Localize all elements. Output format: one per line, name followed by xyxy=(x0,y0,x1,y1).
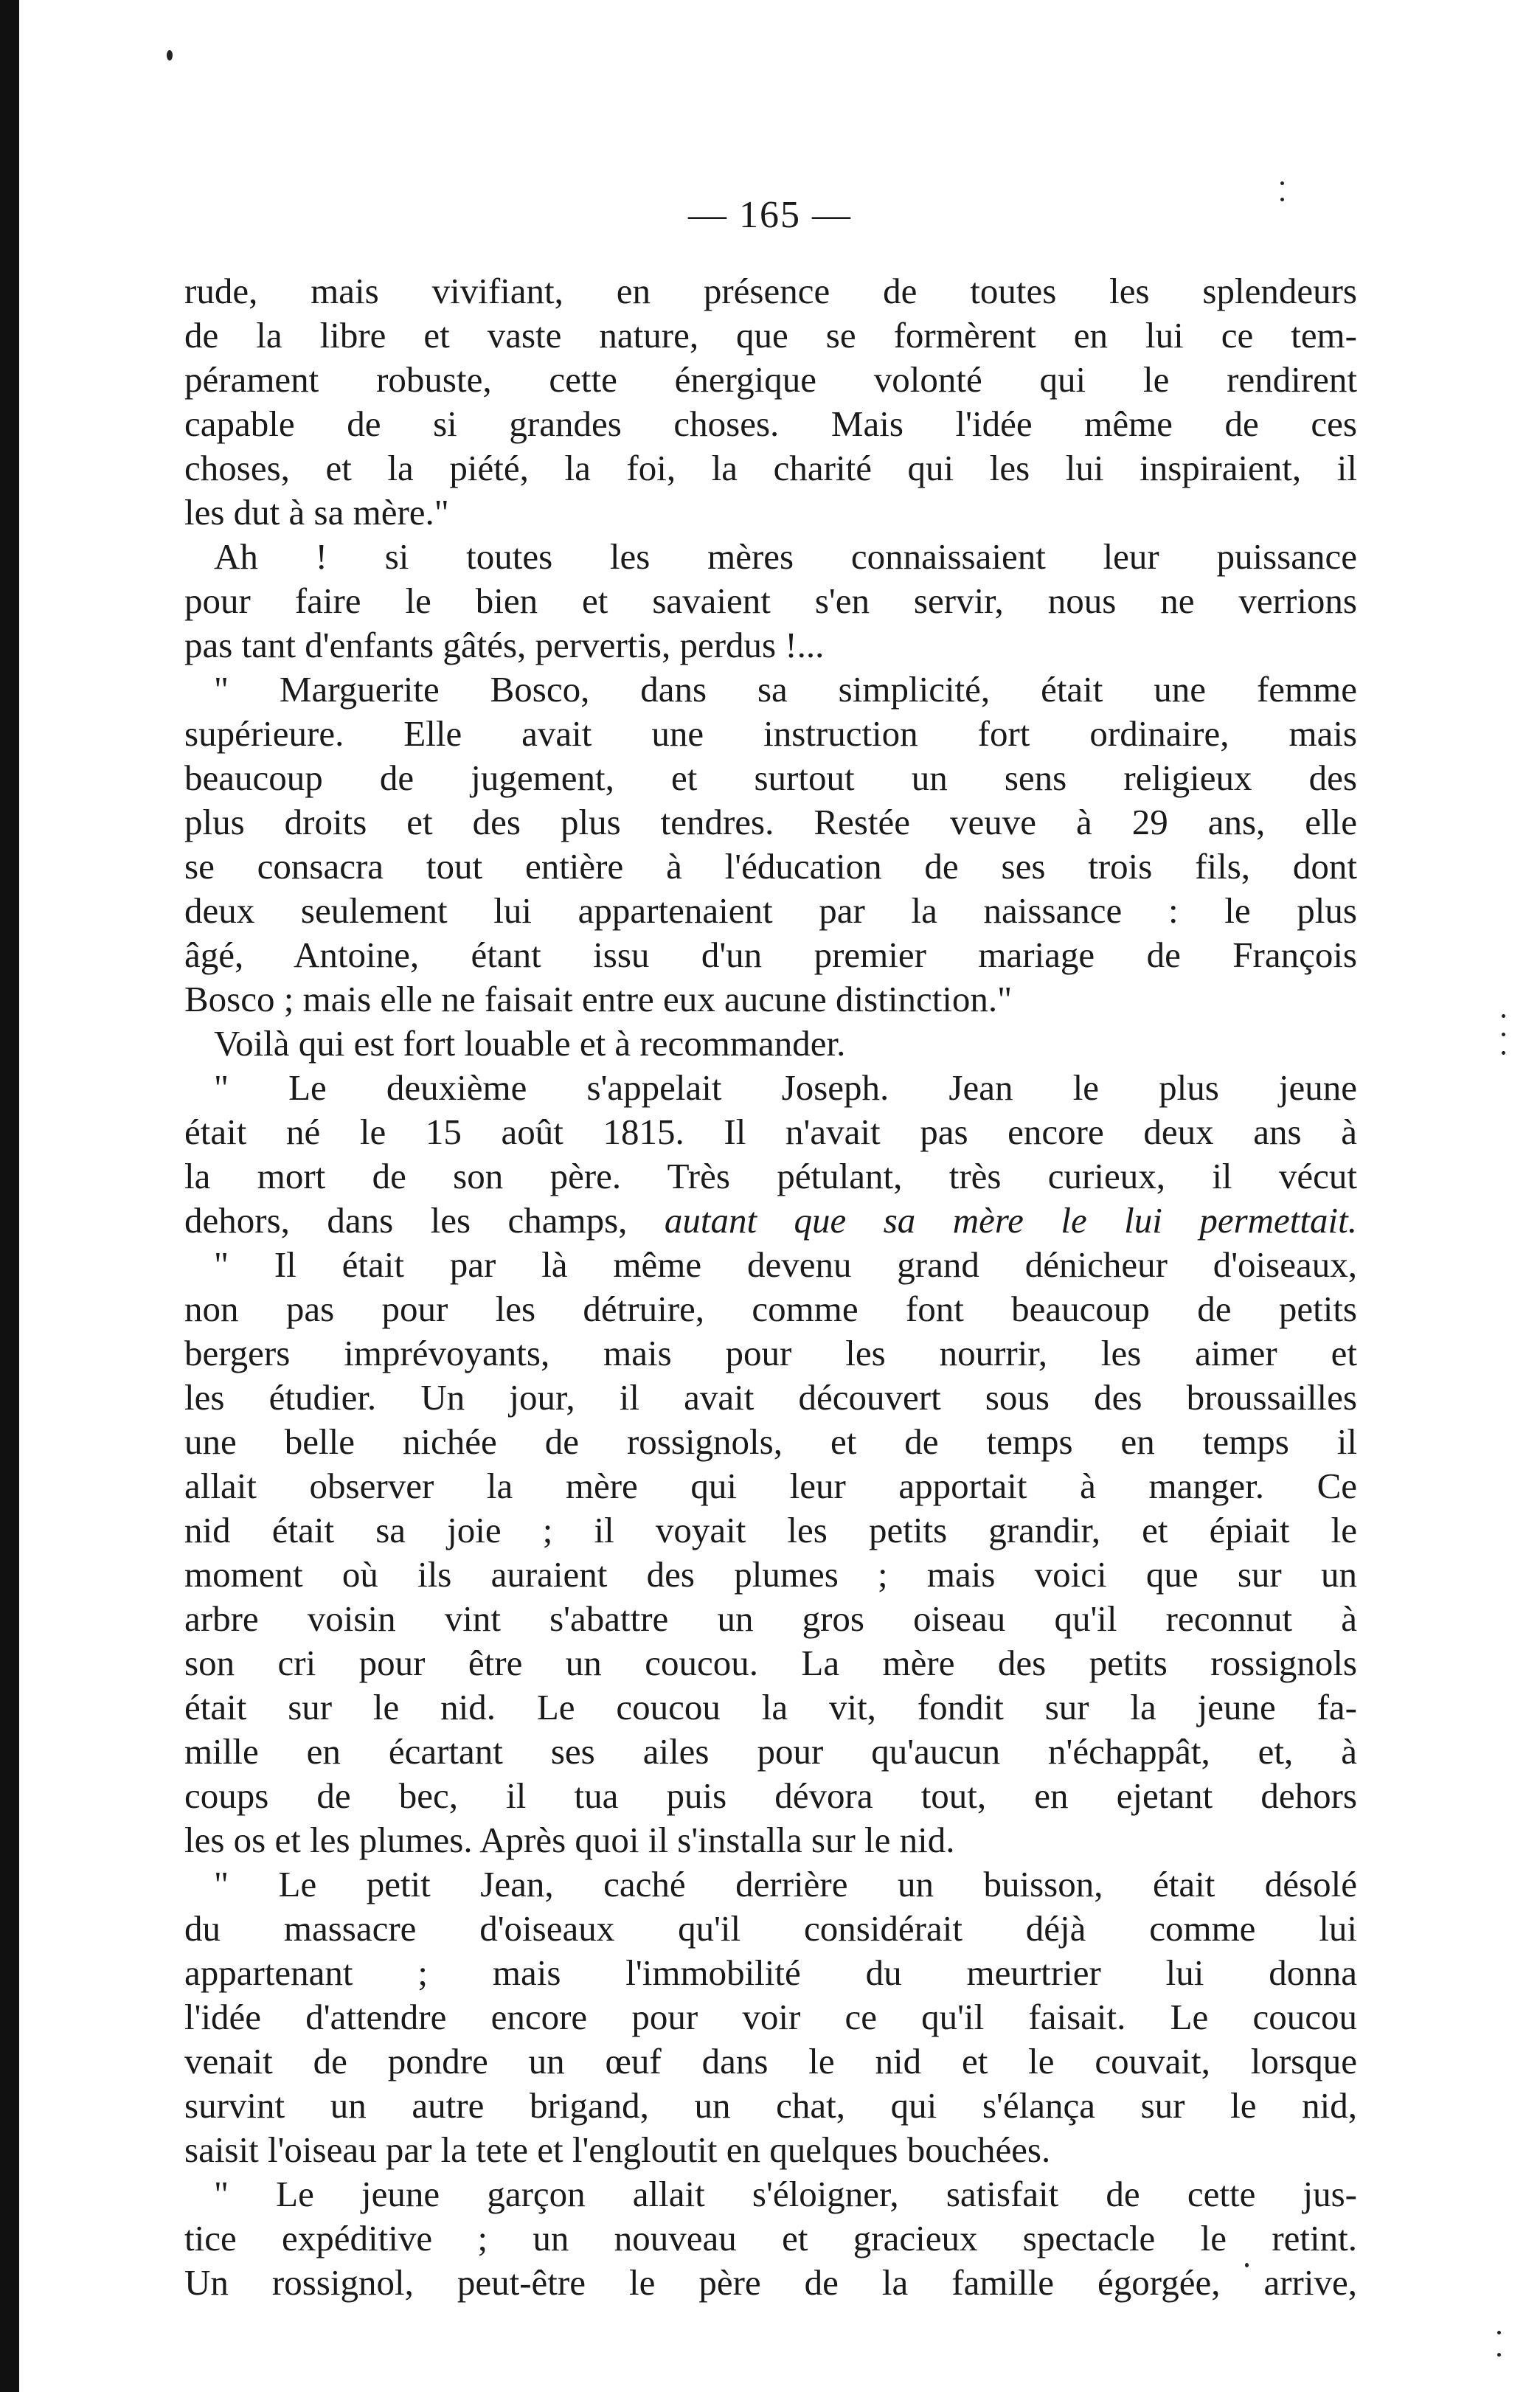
text-line-content: allait observer la mère qui leur apportait à manger. Ce xyxy=(184,1466,1357,1506)
text-line-content: plus droits et des plus tendres. Restée veuve à 29 ans, elle xyxy=(184,802,1357,842)
text-line-content: son cri pour être un coucou. La mère des petits rossignols xyxy=(184,1643,1357,1683)
text-line xyxy=(184,1774,1357,1818)
text-line xyxy=(184,1641,1357,1685)
text-line-content: non pas pour les détruire, comme font beaucoup de petits xyxy=(184,1289,1357,1329)
text-line xyxy=(184,1862,1357,1907)
text-line-content: une belle nichée de rossignols, et de temps en temps il xyxy=(184,1421,1357,1462)
text-line-content: pérament robuste, cette énergique volonté qui le rendirent xyxy=(184,359,1357,400)
text-line-content: Bosco ; mais elle ne faisait entre eux aucune distinction." xyxy=(184,979,1013,1019)
text-line-content: les dut à sa mère." xyxy=(184,492,449,533)
text-line xyxy=(184,1376,1357,1420)
text-line xyxy=(184,1022,1357,1066)
text-line xyxy=(184,1199,1357,1243)
text-line xyxy=(184,358,1357,402)
text-line-content: beaucoup de jugement, et surtout un sens religieux des xyxy=(184,758,1357,798)
text-line xyxy=(184,1995,1357,2039)
print-speck xyxy=(1497,2353,1501,2357)
text-line xyxy=(184,800,1357,845)
text-line xyxy=(184,623,1357,668)
text-line xyxy=(184,1110,1357,1154)
text-line-content: se consacra tout entière à l'éducation de ses trois fils, dont xyxy=(184,846,1357,887)
text-line xyxy=(184,1907,1357,1951)
text-line xyxy=(184,579,1357,623)
text-line xyxy=(184,1243,1357,1287)
text-line xyxy=(184,845,1357,889)
text-line-content: deux seulement lui appartenaient par la naissance : le plus xyxy=(184,890,1357,931)
text-line xyxy=(184,2172,1357,2216)
text-line-content: " Le deuxième s'appelait Joseph. Jean le plus jeune xyxy=(214,1067,1357,1108)
text-line xyxy=(184,1951,1357,1995)
text-line-content: coups de bec, il tua puis dévora tout, en ejetant dehors xyxy=(184,1775,1357,1816)
text-line-content: capable de si grandes choses. Mais l'idée même de ces xyxy=(184,403,1357,444)
text-line xyxy=(184,1685,1357,1730)
text-line xyxy=(184,668,1357,712)
text-line-content: venait de pondre un œuf dans le nid et le couvait, lorsque xyxy=(184,2041,1357,2081)
text-line xyxy=(184,889,1357,933)
text-line-content: arbre voisin vint s'abattre un gros oiseau qu'il reconnut à xyxy=(184,1598,1357,1639)
text-line-content: Un rossignol, peut-être le père de la famille égorgée, arrive, xyxy=(184,2262,1357,2303)
text-line xyxy=(184,712,1357,756)
text-line xyxy=(184,1730,1357,1774)
text-line-content: Ah ! si toutes les mères connaissaient leur puissance xyxy=(214,536,1357,577)
text-line-content: " Le petit Jean, caché derrière un buisson, était désolé xyxy=(214,1864,1357,1904)
italic-phrase: autant que sa mère le lui permettait. xyxy=(664,1200,1357,1241)
text-line-content: les os et les plumes. Après quoi il s'installa sur le nid. xyxy=(184,1820,955,1860)
text-line xyxy=(184,535,1357,579)
text-line-content: était sur le nid. Le coucou la vit, fondit sur la jeune fa- xyxy=(184,1687,1357,1727)
text-line xyxy=(184,1597,1357,1641)
text-line-content: " Le jeune garçon allait s'éloigner, satisfait de cette jus- xyxy=(214,2174,1357,2214)
text-line xyxy=(184,446,1357,490)
text-line-content: choses, et la piété, la foi, la charité qui les lui inspiraient, il xyxy=(184,448,1357,488)
text-line xyxy=(184,1420,1357,1464)
text-line xyxy=(184,933,1357,977)
print-speck xyxy=(1502,1033,1505,1036)
text-line xyxy=(184,1508,1357,1553)
print-speck xyxy=(1280,181,1284,185)
text-line-content: de la libre et vaste nature, que se formèrent en lui ce tem- xyxy=(184,315,1357,356)
text-line-content: Voilà qui est fort louable et à recommander. xyxy=(214,1023,846,1064)
text-line-content: rude, mais vivifiant, en présence de toutes les splendeurs xyxy=(184,271,1357,311)
text-line-content: " Marguerite Bosco, dans sa simplicité, était une femme xyxy=(214,669,1357,710)
text-line-content: l'idée d'attendre encore pour voir ce qu'il faisait. Le coucou xyxy=(184,1997,1357,2037)
text-line xyxy=(184,2084,1357,2128)
text-line xyxy=(184,490,1357,535)
print-speck xyxy=(1497,2331,1501,2334)
text-line xyxy=(184,313,1357,358)
text-line-content: nid était sa joie ; il voyait les petits grandir, et épiait le xyxy=(184,1510,1357,1550)
page-number: — 165 — xyxy=(688,194,852,236)
text-line xyxy=(184,1331,1357,1376)
text-line-content: mille en écartant ses ailes pour qu'aucun n'échappât, et, à xyxy=(184,1731,1357,1772)
text-line-content: survint un autre brigand, un chat, qui s'élança sur le nid, xyxy=(184,2085,1357,2126)
text-line-content: la mort de son père. Très pétulant, très curieux, il vécut xyxy=(184,1156,1357,1196)
text-line xyxy=(184,1287,1357,1331)
text-line-content: était né le 15 août 1815. Il n'avait pas encore deux ans à xyxy=(184,1112,1357,1152)
text-line-content: pour faire le bien et savaient s'en servir, nous ne verrions xyxy=(184,580,1357,621)
text-line xyxy=(184,402,1357,446)
text-line xyxy=(184,1818,1357,1862)
print-speck xyxy=(1502,1051,1505,1055)
body-text xyxy=(184,269,1357,2305)
text-line-content: bergers imprévoyants, mais pour les nourrir, les aimer et xyxy=(184,1333,1357,1373)
text-line-content: appartenant ; mais l'immobilité du meurtrier lui donna xyxy=(184,1952,1357,1993)
text-line xyxy=(184,977,1357,1022)
text-line-content: moment où ils auraient des plumes ; mais voici que sur un xyxy=(184,1554,1357,1595)
text-line xyxy=(184,1154,1357,1199)
print-speck xyxy=(1502,1014,1505,1018)
text-line xyxy=(184,1066,1357,1110)
text-line-content: saisit l'oiseau par la tete et l'engloutit en quelques bouchées. xyxy=(184,2129,1051,2170)
text-line xyxy=(184,1464,1357,1508)
text-line xyxy=(184,269,1357,313)
text-line-content: dehors, dans les champs, xyxy=(184,1200,665,1241)
text-line xyxy=(184,1553,1357,1597)
text-line-content: tice expéditive ; un nouveau et gracieux spectacle le retint. xyxy=(184,2218,1357,2258)
print-speck xyxy=(167,50,173,60)
scan-edge xyxy=(0,0,19,2392)
text-line xyxy=(184,2216,1357,2261)
text-line-content: pas tant d'enfants gâtés, pervertis, perdus !... xyxy=(184,625,825,665)
text-line xyxy=(184,756,1357,800)
text-line xyxy=(184,2039,1357,2084)
text-line xyxy=(184,2128,1357,2172)
text-line xyxy=(184,2261,1357,2305)
text-line-content: " Il était par là même devenu grand dénicheur d'oiseaux, xyxy=(214,1244,1357,1285)
text-line-content: du massacre d'oiseaux qu'il considérait déjà comme lui xyxy=(184,1908,1357,1949)
text-line-content: supérieure. Elle avait une instruction fort ordinaire, mais xyxy=(184,713,1357,754)
text-line-content: les étudier. Un jour, il avait découvert sous des broussailles xyxy=(184,1377,1357,1418)
text-line-content: âgé, Antoine, étant issu d'un premier mariage de François xyxy=(184,935,1357,975)
